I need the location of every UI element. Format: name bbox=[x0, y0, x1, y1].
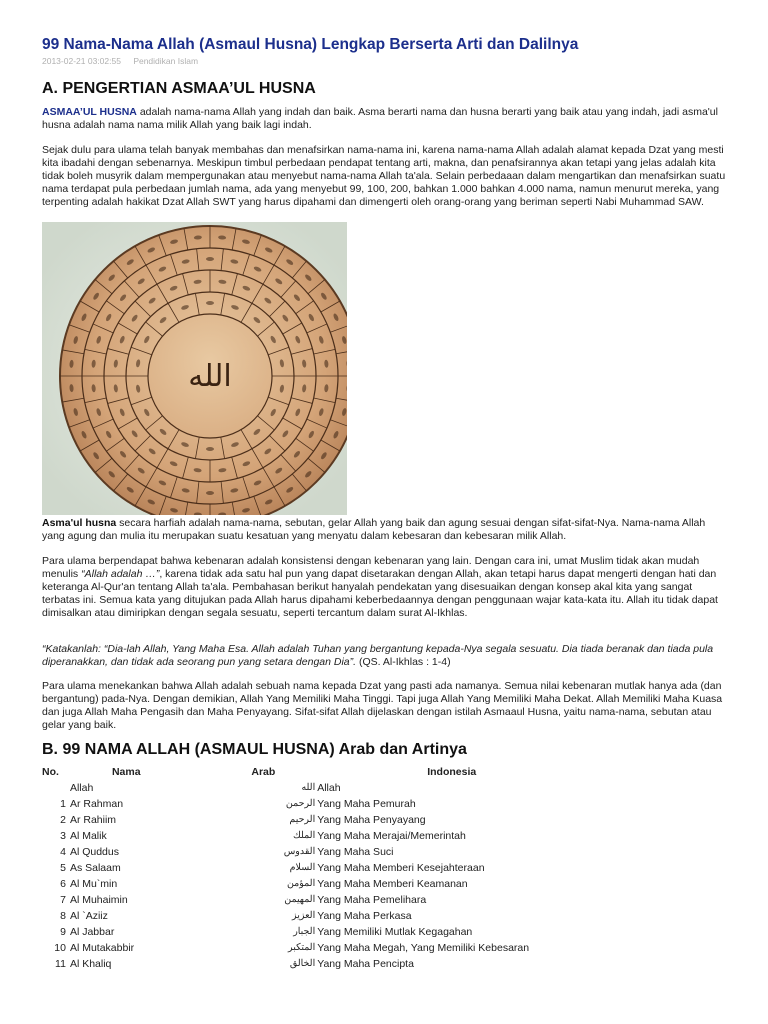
paragraph-3-text: secara harfiah adalah nama-nama, sebutan, gelar Allah yang baik dan agung sesuai dengan sifat-sifat-Nya. Nama-nama Allah yang agung dan mulia itu merupakan suatu kesatuan yang menyatu dalam kebesaran dan kebesaran milik Allah. bbox=[42, 517, 706, 542]
row-arabic: المؤمن bbox=[286, 878, 316, 889]
article-title[interactable]: 99 Nama-Nama Allah (Asmaul Husna) Lengkap Berserta Arti dan Dalilnya bbox=[42, 36, 579, 53]
row-arabic: القدوس bbox=[283, 846, 316, 857]
paragraph-4 bbox=[42, 555, 726, 620]
row-name: Al Mu`min bbox=[69, 878, 118, 890]
row-meaning: Yang Maha Pemelihara bbox=[317, 894, 427, 906]
row-number: 1 bbox=[60, 798, 66, 810]
post-date: 2013-02-21 03:02:55 bbox=[42, 56, 121, 66]
row-meaning: Yang Maha Perkasa bbox=[317, 910, 412, 922]
calligraphy-mark bbox=[206, 447, 214, 451]
row-number: 4 bbox=[60, 846, 66, 858]
paragraph-2 bbox=[42, 144, 726, 209]
row-meaning: Yang Maha Pencipta bbox=[317, 958, 414, 970]
row-number: 5 bbox=[60, 862, 66, 874]
row-meaning: Yang Maha Memberi Kesejahteraan bbox=[317, 862, 485, 874]
calligraphy-mark bbox=[206, 301, 214, 305]
row-meaning: Yang Maha Suci bbox=[317, 846, 394, 858]
paragraph-4-text-a: Para ulama berpendapat bahwa kebenaran adalah konsistensi dengan kebenaran yang lain. Dengan cara ini, umat Muslim tidak akan mudah menulis bbox=[42, 555, 700, 580]
column-header-arab: Arab bbox=[251, 766, 276, 778]
column-header-nama: Nama bbox=[111, 766, 141, 778]
quote-reference: (QS. Al-Ikhlas : 1-4) bbox=[356, 656, 451, 668]
row-name: Al Khaliq bbox=[69, 958, 112, 970]
row-arabic: العزيز bbox=[291, 910, 316, 921]
row-meaning: Allah bbox=[317, 782, 341, 794]
row-meaning: Yang Memiliki Mutlak Kegagahan bbox=[317, 926, 473, 938]
table-row bbox=[42, 956, 726, 972]
paragraph-4-quote: “Allah adalah …” bbox=[81, 568, 160, 580]
row-number: 3 bbox=[60, 830, 66, 842]
allah-calligraphy: الله bbox=[188, 359, 232, 394]
row-number: 9 bbox=[60, 926, 66, 938]
quran-quote bbox=[42, 643, 726, 669]
row-arabic: الرحيم bbox=[289, 814, 316, 825]
paragraph-6 bbox=[42, 680, 726, 732]
row-number: 7 bbox=[60, 894, 66, 906]
row-name: Al Muhaimin bbox=[69, 894, 128, 906]
row-meaning: Yang Maha Penyayang bbox=[317, 814, 426, 826]
row-number: 10 bbox=[54, 942, 66, 954]
asmaul-husna-table bbox=[42, 764, 726, 972]
term-asmaul-husna: Asma'ul husna bbox=[42, 517, 117, 529]
table-row bbox=[42, 940, 726, 956]
table-row bbox=[42, 924, 726, 940]
row-number: 6 bbox=[60, 878, 66, 890]
row-number: 8 bbox=[60, 910, 66, 922]
table-row bbox=[42, 796, 726, 812]
row-name: Al Malik bbox=[69, 830, 107, 842]
table-row bbox=[42, 780, 726, 796]
row-arabic: الخالق bbox=[289, 958, 316, 969]
term-asmaaul-husna: ASMAA’UL HUSNA bbox=[42, 106, 137, 118]
row-arabic: الرحمن bbox=[285, 798, 316, 809]
row-arabic: الجبار bbox=[293, 926, 316, 937]
row-name: Allah bbox=[69, 782, 94, 794]
row-arabic: المتكبر bbox=[287, 942, 316, 953]
calligraphy-circle-illustration bbox=[42, 222, 347, 515]
row-arabic: الملك bbox=[293, 830, 316, 841]
quote-text: “Katakanlah: “Dia-lah Allah, Yang Maha Esa. Allah adalah Tuhan yang bergantung kepada-Nya segala sesuatu. Dia tiada beranak dan tiada pula diperanakkan, dan tidak ada seorang pun yang setara dengan Dia”. bbox=[42, 643, 714, 668]
table-header-row bbox=[42, 764, 726, 780]
calligraphy-mark bbox=[206, 257, 214, 261]
row-name: Al Quddus bbox=[69, 846, 119, 858]
paragraph-3 bbox=[42, 517, 726, 543]
table-row bbox=[42, 828, 726, 844]
section-b-heading: B. 99 NAMA ALLAH (ASMAUL HUSNA) Arab dan Artinya bbox=[42, 741, 467, 758]
table-row bbox=[42, 844, 726, 860]
row-arabic: المهيمن bbox=[284, 894, 316, 905]
row-name: Ar Rahman bbox=[69, 798, 124, 810]
row-name: Al Jabbar bbox=[69, 926, 115, 938]
paragraph-2-text: Sejak dulu para ulama telah banyak membahas dan menafsirkan nama-nama ini, karena nama-nama Allah adalah alamat kepada Dzat yang mesti kita ibadahi dengan sebenarnya. Meskipun timbul perbedaan pendapat tentang arti, makna, dan penafsirannya akan tetapi yang jelas adalah kita tidak boleh musyrik dalam mempergunakan atau menyebut nama-nama Allah ta'ala. Selain perbedaaan dalam mengartikan dan menafsirkan suatu nama terdapat pula perbedaan jumlah nama, ada yang menyebut 99, 100, 200, bahkan 1.000 bahkan 4.000 nama, namun menurut mereka, yang terpenting adalah hakikat Dzat Allah SWT yang harus dipahami dan dimengerti oleh orang-orang yang beriman seperti Nabi Muhammad SAW. bbox=[42, 144, 726, 208]
paragraph-6-text: Para ulama menekankan bahwa Allah adalah sebuah nama kepada Dzat yang pasti ada namanya. Semua nilai kebenaran mutlak hanya ada (dan bergantung) pada-Nya. Dengan demikian, Allah Yang Memiliki Maha Tinggi. Tapi juga Allah Yang Memiliki Maha Dekat. Allah Memiliki Maha Kuasa dan juga Allah Maha Pengasih dan Maha Penyayang. Sifat-sifat Allah dijelaskan dengan istilah Asmaaul Husna, yaitu nama-nama, sebutan atau gelar yang baik. bbox=[42, 680, 723, 731]
column-header-indonesia: Indonesia bbox=[427, 766, 477, 778]
table-row bbox=[42, 860, 726, 876]
post-category[interactable]: Pendidikan Islam bbox=[133, 56, 199, 66]
table-row bbox=[42, 812, 726, 828]
row-name: Ar Rahiim bbox=[69, 814, 117, 826]
table-row bbox=[42, 876, 726, 892]
row-meaning: Yang Maha Megah, Yang Memiliki Kebesaran bbox=[317, 942, 530, 954]
row-meaning: Yang Maha Merajai/Memerintah bbox=[317, 830, 466, 842]
row-meaning: Yang Maha Memberi Keamanan bbox=[317, 878, 468, 890]
row-name: As Salaam bbox=[69, 862, 121, 874]
table-row bbox=[42, 892, 726, 908]
section-a-heading: A. PENGERTIAN ASMAA’UL HUSNA bbox=[42, 80, 316, 97]
calligraphy-mark bbox=[206, 491, 214, 495]
row-name: Al `Aziiz bbox=[69, 910, 108, 922]
paragraph-1-text: adalah nama-nama Allah yang indah dan baik. Asma berarti nama dan husna berarti yang baik atau yang indah, jadi asma'ul husna adalah nama nama milik Allah yang baik lagi indah. bbox=[42, 106, 718, 131]
article-meta bbox=[42, 56, 198, 66]
column-header-no: No. bbox=[42, 766, 59, 778]
row-number: 11 bbox=[55, 958, 66, 970]
table-row bbox=[42, 908, 726, 924]
paragraph-4-text-b: , karena tidak ada satu hal pun yang dapat disetarakan dengan Allah, akan tetapi harus dapat mengerti dengan hati dan keteranga Al-Qur'an tentang Allah ta'ala. Pembahasan berikut hanyalah pendekatan yang disesuaikan dengan konsep akal kita yang sangat terbatas ini. Semua kata yang ditujukan pada Allah harus dipahami keberbedaannya dengan penggunaan wajar kata-kata itu. Allah itu tidak dapat dimisalkan atau dimiripkan dengan segala sesuatu, seperti tercantum dalam surat Al-Ikhlas. bbox=[42, 568, 718, 619]
row-arabic: الله bbox=[301, 782, 316, 793]
row-arabic: السلام bbox=[289, 862, 316, 873]
row-meaning: Yang Maha Pemurah bbox=[317, 798, 416, 810]
row-number: 2 bbox=[60, 814, 66, 826]
row-number bbox=[42, 780, 68, 796]
asmaul-husna-circle-image bbox=[42, 222, 347, 515]
paragraph-1 bbox=[42, 106, 726, 132]
row-name: Al Mutakabbir bbox=[69, 942, 135, 954]
